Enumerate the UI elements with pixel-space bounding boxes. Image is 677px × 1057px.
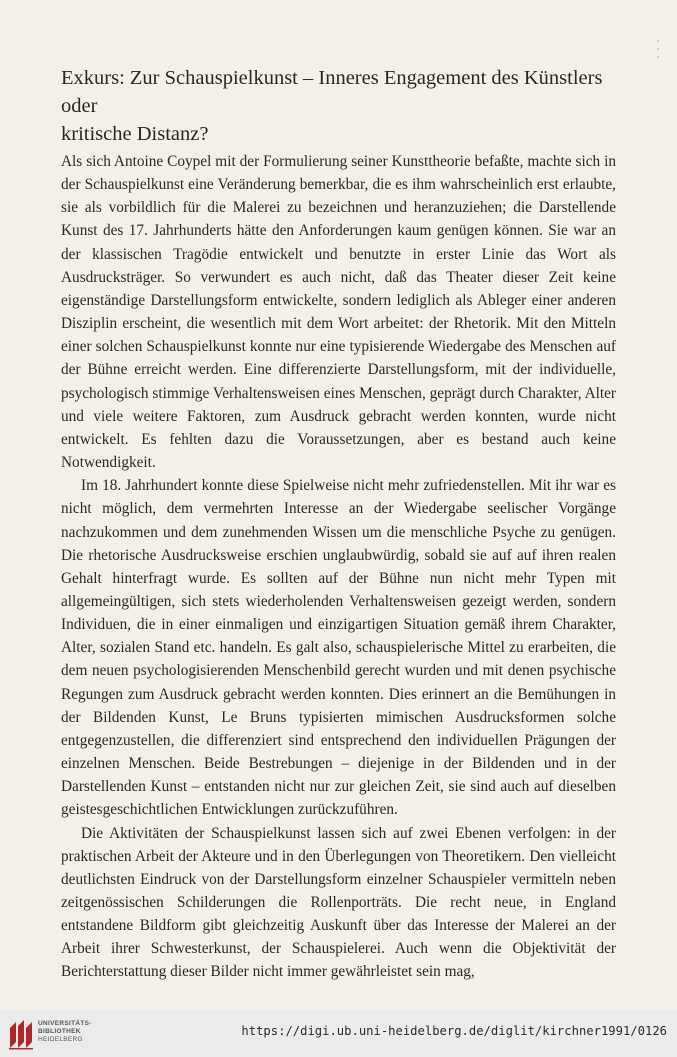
paragraph-2: Im 18. Jahrhundert konnte diese Spielweise nicht mehr zufriedenstellen. Mit ihr war es nicht möglich, dem vermehrten Interesse an der Wiedergabe seelischer Vorgänge nachzukommen und dem zunehmenden Wissen um die menschliche Psyche zu genügen. Die rhetorische Ausdrucksweise erschien unglaubwürdig, sobald sie auf auf ihren realen Gehalt hinterfragt wurde. Es sollten auf der Bühne nun nicht mehr Typen mit allgemeingültigen, sich stets wiederholenden Verhaltensweisen gezeigt werden, sondern Individuen, die in einer einmaligen und einzigartigen Situation gemäß ihrem Charakter, Alter, sozialen Stand etc. handeln. Es galt also, schauspielerische Mittel zu erarbeiten, die dem neuen psychologisierenden Menschenbild gerecht wurden und mit denen psychische Regungen zum Ausdruck gebracht werden konnten. Dies erinnert an die Bemühungen in der Bildenden Kunst, Le Bruns typisierten mimischen Ausdrucksformen solche entgegenzustellen, die differenziert sind entsprechend den individuellen Prägungen der einzelnen Menschen. Beide Bestrebungen – diejenige in der Bildenden und in der Darstellenden Kunst – entstanden nicht nur zur gleichen Zeit, sie sind auch auf dieselben geistesgeschichtlichen Entwicklungen zurückzuführen. [61,477,616,819]
permalink-url[interactable]: https://digi.ub.uni-heidelberg.de/diglit/kirchner1991/0126 [241,1024,667,1038]
library-name-line-1: UNIVERSITÄTS- [38,1020,92,1027]
library-name-line-3: HEIDELBERG [38,1036,83,1043]
university-library-logo-icon [7,1018,35,1050]
scan-artifact-dots [651,40,663,58]
library-name [38,1020,92,1044]
section-heading [61,64,631,148]
paragraph-3: Die Aktivitäten der Schauspielkunst lassen sich auf zwei Ebenen verfolgen: in der praktischen Arbeit der Akteure und in den Überlegungen von Theoretikern. Den vielleicht deutlichsten Eindruck von der Darstellungsform einzelner Schauspieler vermitteln neben zeitgenössischen Schilderungen die Rollenporträts. Die recht neue, in England entstandene Bildform gibt gleichzeitig Auskunft über das Interesse der Malerei an der Arbeit ihrer Schwesterkunst, der Schauspielerei. Auch wenn die Objektivität der Berichterstattung dieser Bilder nicht immer gewährleistet sein mag, [61,824,616,981]
viewer-footer [0,1010,677,1057]
body-text [61,150,616,984]
paragraph-1: Als sich Antoine Coypel mit der Formulierung seiner Kunsttheorie befaßte, machte sich in der Schauspielkunst eine Veränderung bemerkbar, die es ihm wahrscheinlich erst erlaubte, sie als vorbildlich für die Malerei zu bezeichnen und heranzuziehen; die Darstellende Kunst des 17. Jahrhunderts hätte den Anforderungen kaum genügen können. Sie war an der klassischen Tragödie entwickelt und benutzte in erster Linie das Wort als Ausdrucksträger. So verwundert es auch nicht, daß das Theater dieser Zeit keine eigenständige Darstellungsform entwickelte, sondern lediglich als Ableger einer anderen Disziplin erscheint, die wesentlich mit dem Wort arbeitet: der Rhetorik. Mit den Mitteln einer solchen Schauspielkunst konnte nur eine typisierende Wiedergabe des Menschen auf der Bühne erreicht werden. Eine differenzierte Darstellungsform, mit der individuelle, psychologisch stimmige Verhaltensweisen eines Menschen, geprägt durch Charakter, Alter und viele weitere Faktoren, zum Ausdruck gebracht werden konnten, wurde nicht entwickelt. Es fehlten dazu die Voraussetzungen, aber es bestand auch keine Notwendigkeit. [61,153,616,472]
library-name-line-2: BIBLIOTHEK [38,1028,81,1035]
heading-line-1: Exkurs: Zur Schauspielkunst – Inneres Engagement des Künstlers oder [61,67,603,117]
heading-line-2: kritische Distanz? [61,123,209,145]
